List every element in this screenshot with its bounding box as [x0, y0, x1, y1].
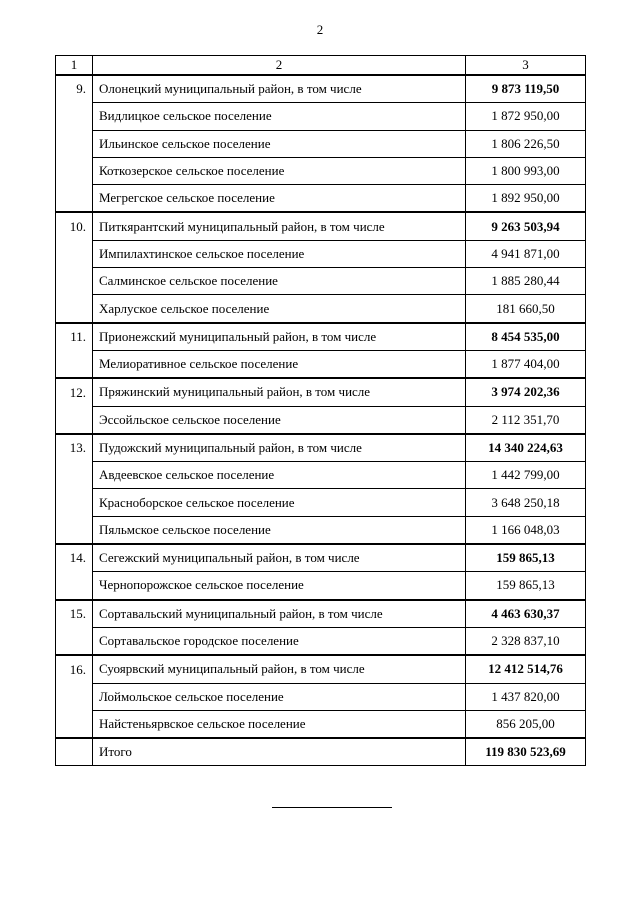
row-number-empty	[56, 350, 93, 378]
row-number-empty	[56, 683, 93, 710]
row-number-empty	[56, 103, 93, 130]
settlement-amount: 3 648 250,18	[466, 489, 586, 516]
settlement-name: Авдеевское сельское поселение	[93, 462, 466, 489]
settlement-amount: 4 941 871,00	[466, 240, 586, 267]
settlement-name: Салминское сельское поселение	[93, 268, 466, 295]
budget-table	[55, 55, 586, 766]
settlement-amount: 1 892 950,00	[466, 185, 586, 213]
row-number-empty	[56, 295, 93, 323]
total-amount: 119 830 523,69	[466, 738, 586, 766]
row-number: 12.	[56, 378, 93, 406]
row-number-empty	[56, 738, 93, 766]
table-row	[56, 323, 586, 351]
row-number-empty	[56, 489, 93, 516]
row-number-empty	[56, 185, 93, 213]
settlement-name: Чернопорожское сельское поселение	[93, 572, 466, 600]
table-row	[56, 434, 586, 462]
column-header: 3	[466, 56, 586, 76]
table-row	[56, 600, 586, 628]
row-number-empty	[56, 627, 93, 655]
table-row	[56, 212, 586, 240]
district-name: Пудожский муниципальный район, в том числе	[93, 434, 466, 462]
total-label: Итого	[93, 738, 466, 766]
district-amount: 12 412 514,76	[466, 655, 586, 683]
district-name: Сортавальский муниципальный район, в том числе	[93, 600, 466, 628]
settlement-amount: 1 806 226,50	[466, 130, 586, 157]
table-row	[56, 516, 586, 544]
district-amount: 3 974 202,36	[466, 378, 586, 406]
row-number: 9.	[56, 75, 93, 103]
table-row	[56, 627, 586, 655]
row-number-empty	[56, 130, 93, 157]
table-row	[56, 572, 586, 600]
row-number-empty	[56, 572, 93, 600]
district-amount: 9 873 119,50	[466, 75, 586, 103]
district-amount: 8 454 535,00	[466, 323, 586, 351]
settlement-amount: 856 205,00	[466, 710, 586, 738]
settlement-amount: 1 885 280,44	[466, 268, 586, 295]
settlement-amount: 2 328 837,10	[466, 627, 586, 655]
row-number-empty	[56, 268, 93, 295]
row-number-empty	[56, 157, 93, 184]
table-row	[56, 350, 586, 378]
settlement-name: Видлицкое сельское поселение	[93, 103, 466, 130]
row-number: 10.	[56, 212, 93, 240]
district-name: Олонецкий муниципальный район, в том числе	[93, 75, 466, 103]
table-row	[56, 710, 586, 738]
district-name: Прионежский муниципальный район, в том числе	[93, 323, 466, 351]
table-row	[56, 544, 586, 572]
table-row	[56, 157, 586, 184]
settlement-name: Сортавальское городское поселение	[93, 627, 466, 655]
row-number: 14.	[56, 544, 93, 572]
settlement-name: Коткозерское сельское поселение	[93, 157, 466, 184]
row-number: 11.	[56, 323, 93, 351]
district-amount: 4 463 630,37	[466, 600, 586, 628]
row-number-empty	[56, 406, 93, 434]
settlement-name: Ильинское сельское поселение	[93, 130, 466, 157]
table-row	[56, 268, 586, 295]
settlement-name: Найстеньярвское сельское поселение	[93, 710, 466, 738]
row-number-empty	[56, 710, 93, 738]
table-row	[56, 378, 586, 406]
table-row	[56, 683, 586, 710]
settlement-amount: 159 865,13	[466, 572, 586, 600]
table-row	[56, 130, 586, 157]
table-row	[56, 406, 586, 434]
table-row	[56, 655, 586, 683]
row-number: 16.	[56, 655, 93, 683]
row-number-empty	[56, 462, 93, 489]
settlement-name: Красноборское сельское поселение	[93, 489, 466, 516]
settlement-amount: 1 800 993,00	[466, 157, 586, 184]
settlement-name: Мегрегское сельское поселение	[93, 185, 466, 213]
district-name: Пряжинский муниципальный район, в том числе	[93, 378, 466, 406]
district-name: Сегежский муниципальный район, в том числе	[93, 544, 466, 572]
table-row	[56, 75, 586, 103]
settlement-amount: 1 442 799,00	[466, 462, 586, 489]
total-row	[56, 738, 586, 766]
row-number: 13.	[56, 434, 93, 462]
settlement-amount: 1 166 048,03	[466, 516, 586, 544]
district-amount: 14 340 224,63	[466, 434, 586, 462]
table-row	[56, 185, 586, 213]
district-amount: 159 865,13	[466, 544, 586, 572]
district-amount: 9 263 503,94	[466, 212, 586, 240]
district-name: Питкярантский муниципальный район, в том числе	[93, 212, 466, 240]
table-row	[56, 295, 586, 323]
table-row	[56, 240, 586, 267]
page-number: 2	[316, 22, 324, 37]
column-header: 2	[93, 56, 466, 76]
settlement-amount: 2 112 351,70	[466, 406, 586, 434]
row-number-empty	[56, 240, 93, 267]
row-number-empty	[56, 516, 93, 544]
settlement-name: Импилахтинское сельское поселение	[93, 240, 466, 267]
table-row	[56, 489, 586, 516]
settlement-name: Лоймольское сельское поселение	[93, 683, 466, 710]
table-header-row	[56, 56, 586, 76]
table-row	[56, 462, 586, 489]
settlement-amount: 1 437 820,00	[466, 683, 586, 710]
settlement-amount: 181 660,50	[466, 295, 586, 323]
row-number: 15.	[56, 600, 93, 628]
district-name: Суоярвский муниципальный район, в том числе	[93, 655, 466, 683]
settlement-name: Харлуское сельское поселение	[93, 295, 466, 323]
table-row	[56, 103, 586, 130]
settlement-name: Пяльмское сельское поселение	[93, 516, 466, 544]
settlement-name: Мелиоративное сельское поселение	[93, 350, 466, 378]
settlement-name: Эссойльское сельское поселение	[93, 406, 466, 434]
footer-divider	[272, 807, 392, 808]
settlement-amount: 1 872 950,00	[466, 103, 586, 130]
settlement-amount: 1 877 404,00	[466, 350, 586, 378]
column-header: 1	[56, 56, 93, 76]
